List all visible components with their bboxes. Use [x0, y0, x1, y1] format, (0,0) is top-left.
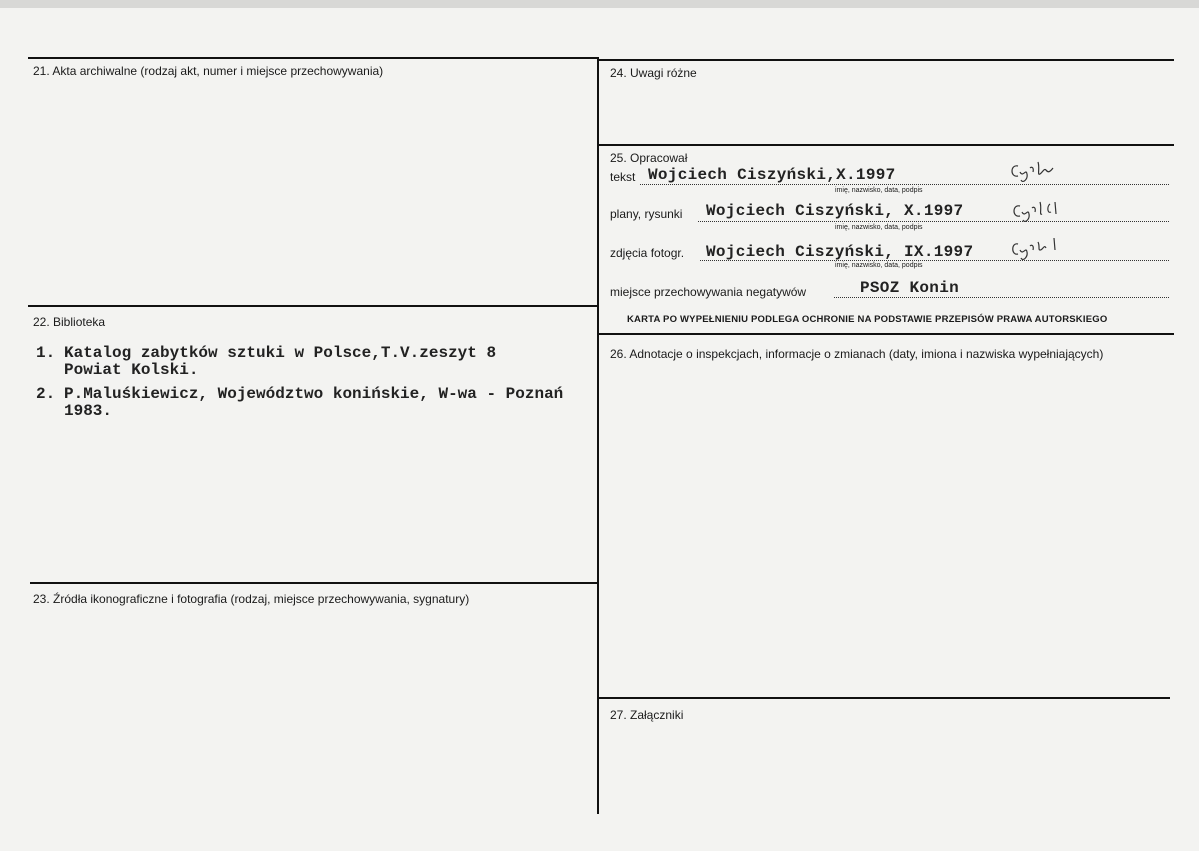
rule-22-23 [30, 582, 598, 584]
section-21-label: 21. Akta archiwalne (rodzaj akt, numer i miejsce przechowywania) [33, 64, 384, 78]
bibliography-item-1 [36, 345, 496, 379]
signature-plany-icon [1010, 198, 1072, 224]
section-24-label: 24. Uwagi różne [610, 66, 697, 80]
bibliography-item-2 [36, 386, 563, 420]
zdjecia-value: Wojciech Ciszyński, IX.1997 [706, 243, 974, 261]
rule-24-25 [598, 144, 1174, 146]
section-26-label: 26. Adnotacje o inspekcjach, informacje o zmianach (daty, imiona i nazwiska wypełniających) [610, 347, 1104, 361]
tekst-caption: imię, nazwisko, data, podpis [835, 187, 923, 194]
tekst-value: Wojciech Ciszyński,X.1997 [648, 166, 896, 184]
negatywy-dotted-line [834, 297, 1169, 298]
plany-value: Wojciech Ciszyński, X.1997 [706, 202, 964, 220]
zdjecia-label: zdjęcia fotogr. [610, 246, 685, 260]
zdjecia-caption: imię, nazwisko, data, podpis [835, 262, 923, 269]
top-rule-left [28, 57, 598, 59]
bibliography-item-number: 1. [36, 344, 56, 362]
bibliography-item-number: 2. [36, 385, 56, 403]
section-27-label: 27. Załączniki [610, 708, 684, 722]
negatywy-label: miejsce przechowywania negatywów [610, 285, 807, 299]
bibliography-item-text-cont: Powiat Kolski. [64, 361, 199, 379]
rule-21-22 [28, 305, 598, 307]
signature-zdjecia-icon [1010, 236, 1068, 262]
plany-dotted-line [698, 221, 1169, 222]
signature-tekst-icon [1008, 158, 1070, 184]
section-23-label: 23. Źródła ikonograficzne i fotografia (rodzaj, miejsce przechowywania, sygnatury) [33, 592, 470, 606]
rule-25-26 [598, 333, 1174, 335]
tekst-dotted-line [640, 184, 1169, 185]
scan-top-edge [0, 0, 1199, 8]
bibliography-item-text: P.Maluśkiewicz, Województwo konińskie, W-wa - Poznań [64, 385, 564, 403]
copyright-note: KARTA PO WYPEŁNIENIU PODLEGA OCHRONIE NA PODSTAWIE PRZEPISÓW PRAWA AUTORSKIEGO [627, 314, 1108, 325]
negatywy-value: PSOZ Konin [860, 279, 960, 297]
bibliography-item-text: Katalog zabytków sztuki w Polsce,T.V.zeszyt 8 [64, 344, 497, 362]
center-vertical-rule [597, 57, 599, 814]
section-22-label: 22. Biblioteka [33, 315, 106, 329]
rule-26-27 [598, 697, 1170, 699]
tekst-label: tekst [610, 170, 636, 184]
section-25-label: 25. Opracował [610, 151, 688, 165]
top-rule-right [598, 59, 1174, 61]
bibliography-item-text-cont: 1983. [64, 402, 113, 420]
plany-label: plany, rysunki [610, 207, 683, 221]
plany-caption: imię, nazwisko, data, podpis [835, 224, 923, 231]
